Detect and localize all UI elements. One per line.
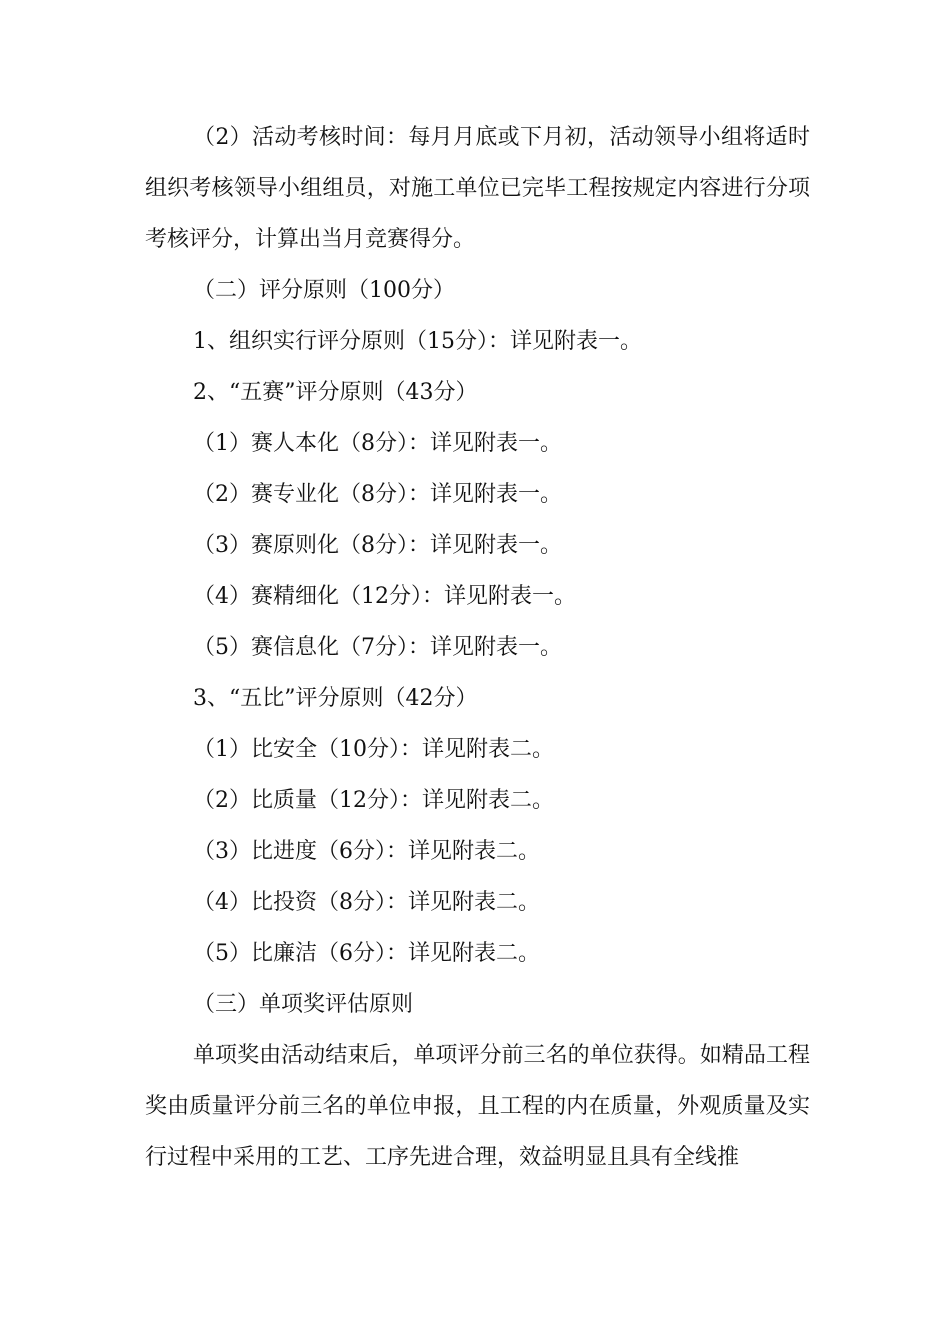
subitem-investment: （4）比投资（8分）：详见附表二。 [193, 890, 540, 915]
paragraph-assessment-time: （2）活动考核时间：每月月底或下月初，活动领导小组将适时组织考核领导小组组员，对施工单位已完毕工程按规定内容进行分项考核评分，计算出当月竞赛得分。 [145, 125, 810, 252]
subitem-professionalization: （2）赛专业化（8分）：详见附表一。 [193, 482, 562, 507]
subitem-refinement: （4）赛精细化（12分）：详见附表一。 [193, 584, 576, 609]
subitem-integrity: （5）比廉洁（6分）：详见附表二。 [193, 941, 540, 966]
item-five-competitions: 2、“五赛”评分原则（43分） [193, 380, 478, 405]
subitem-safety: （1）比安全（10分）：详见附表二。 [193, 737, 554, 762]
subitem-humanization: （1）赛人本化（8分）：详见附表一。 [193, 431, 562, 456]
item-organization-scoring: 1、组织实行评分原则（15分）：详见附表一。 [193, 329, 642, 354]
heading-scoring-principles: （二）评分原则（100分） [193, 278, 455, 303]
subitem-progress: （3）比进度（6分）：详见附表二。 [193, 839, 540, 864]
document-body [145, 112, 810, 1183]
subitem-standardization: （3）赛原则化（8分）：详见附表一。 [193, 533, 562, 558]
subitem-quality: （2）比质量（12分）：详见附表二。 [193, 788, 554, 813]
item-five-comparisons: 3、“五比”评分原则（42分） [193, 686, 478, 711]
paragraph-single-award: 单项奖由活动结束后，单项评分前三名的单位获得。如精品工程奖由质量评分前三名的单位申报，且工程的内在质量，外观质量及实行过程中采用的工艺、工序先进合理，效益明显且具有全线推 [145, 1043, 810, 1170]
heading-single-award: （三）单项奖评估原则 [193, 992, 414, 1017]
subitem-informatization: （5）赛信息化（7分）：详见附表一。 [193, 635, 562, 660]
